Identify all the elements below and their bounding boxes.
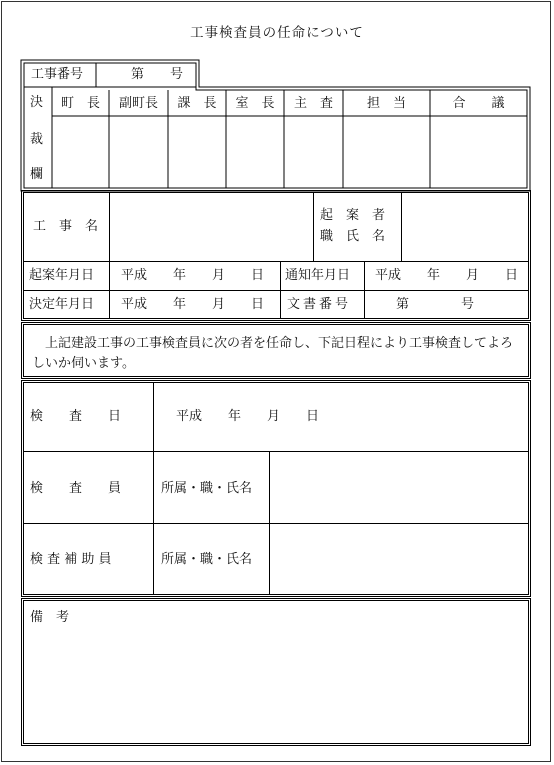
inspection-date-label: 検 査 日 [30, 409, 122, 424]
inspection-date-value[interactable]: 平成 年 月 日 [176, 409, 320, 424]
divider [24, 290, 528, 291]
divider [24, 261, 528, 262]
assistant-inspector-label: 検 査 補 助 員 [30, 552, 112, 567]
drafter-label: 起 案 者 [320, 208, 386, 223]
project-name-field[interactable] [110, 193, 313, 261]
approval-side-label-1: 決 [30, 95, 44, 110]
approval-col-section-chief: 課 長 [177, 96, 217, 111]
draft-date-label: 起案年月日 [29, 268, 95, 283]
approval-col-office-chief: 室 長 [235, 96, 275, 111]
approval-stamp-supervisor[interactable] [284, 117, 343, 188]
doc-number-label: 文書番号 [287, 297, 352, 312]
approval-stamp-section-chief[interactable] [168, 117, 226, 188]
remarks-label: 備 考 [30, 610, 70, 625]
approval-col-deputy-mayor: 副町長 [118, 96, 158, 111]
decision-date-label: 決定年月日 [29, 297, 95, 312]
approval-col-mayor: 町 長 [60, 96, 100, 111]
approval-stamp-consultation[interactable] [430, 117, 527, 188]
approval-stamp-deputy-mayor[interactable] [109, 117, 168, 188]
approval-col-consultation: 合 議 [452, 96, 505, 111]
divider [313, 193, 314, 261]
approval-side-label-3: 欄 [30, 167, 44, 182]
drafter-name-field[interactable] [402, 193, 527, 261]
approval-stamp-mayor[interactable] [52, 117, 109, 188]
divider [280, 261, 281, 318]
divider [153, 383, 154, 594]
assistant-affiliation-label: 所属・職・氏名 [161, 552, 253, 567]
project-number-label: 工事番号 [31, 67, 84, 82]
approval-stamp-in-charge[interactable] [343, 117, 430, 188]
inspector-affiliation-label: 所属・職・氏名 [161, 481, 253, 496]
divider [364, 261, 365, 318]
project-name-label: 工 事 名 [33, 219, 99, 234]
remarks-field[interactable] [24, 630, 528, 743]
form-title: 工事検査員の任命について [190, 25, 364, 41]
notice-date-value[interactable]: 平成 年 月 日 [375, 268, 519, 283]
notice-date-label: 通知年月日 [285, 268, 351, 283]
drafter-title-label: 職 氏 名 [320, 229, 386, 244]
inspector-field[interactable] [270, 452, 528, 523]
inspector-label: 検 査 員 [30, 481, 122, 496]
draft-date-value[interactable]: 平成 年 月 日 [121, 268, 265, 283]
approval-side-label-2: 裁 [30, 132, 44, 147]
decision-date-value[interactable]: 平成 年 月 日 [121, 297, 265, 312]
doc-number-value[interactable]: 第 号 [396, 297, 475, 312]
assistant-inspector-field[interactable] [270, 524, 528, 594]
request-text: 上記建設工事の工事検査員に次の者を任命し、下記日程により工事検査してよろしいか伺います。 [32, 336, 514, 371]
approval-col-supervisor: 主 査 [293, 96, 333, 111]
approval-col-in-charge: 担 当 [366, 96, 406, 111]
project-number-value[interactable]: 第 号 [131, 67, 184, 82]
approval-stamp-office-chief[interactable] [226, 117, 284, 188]
